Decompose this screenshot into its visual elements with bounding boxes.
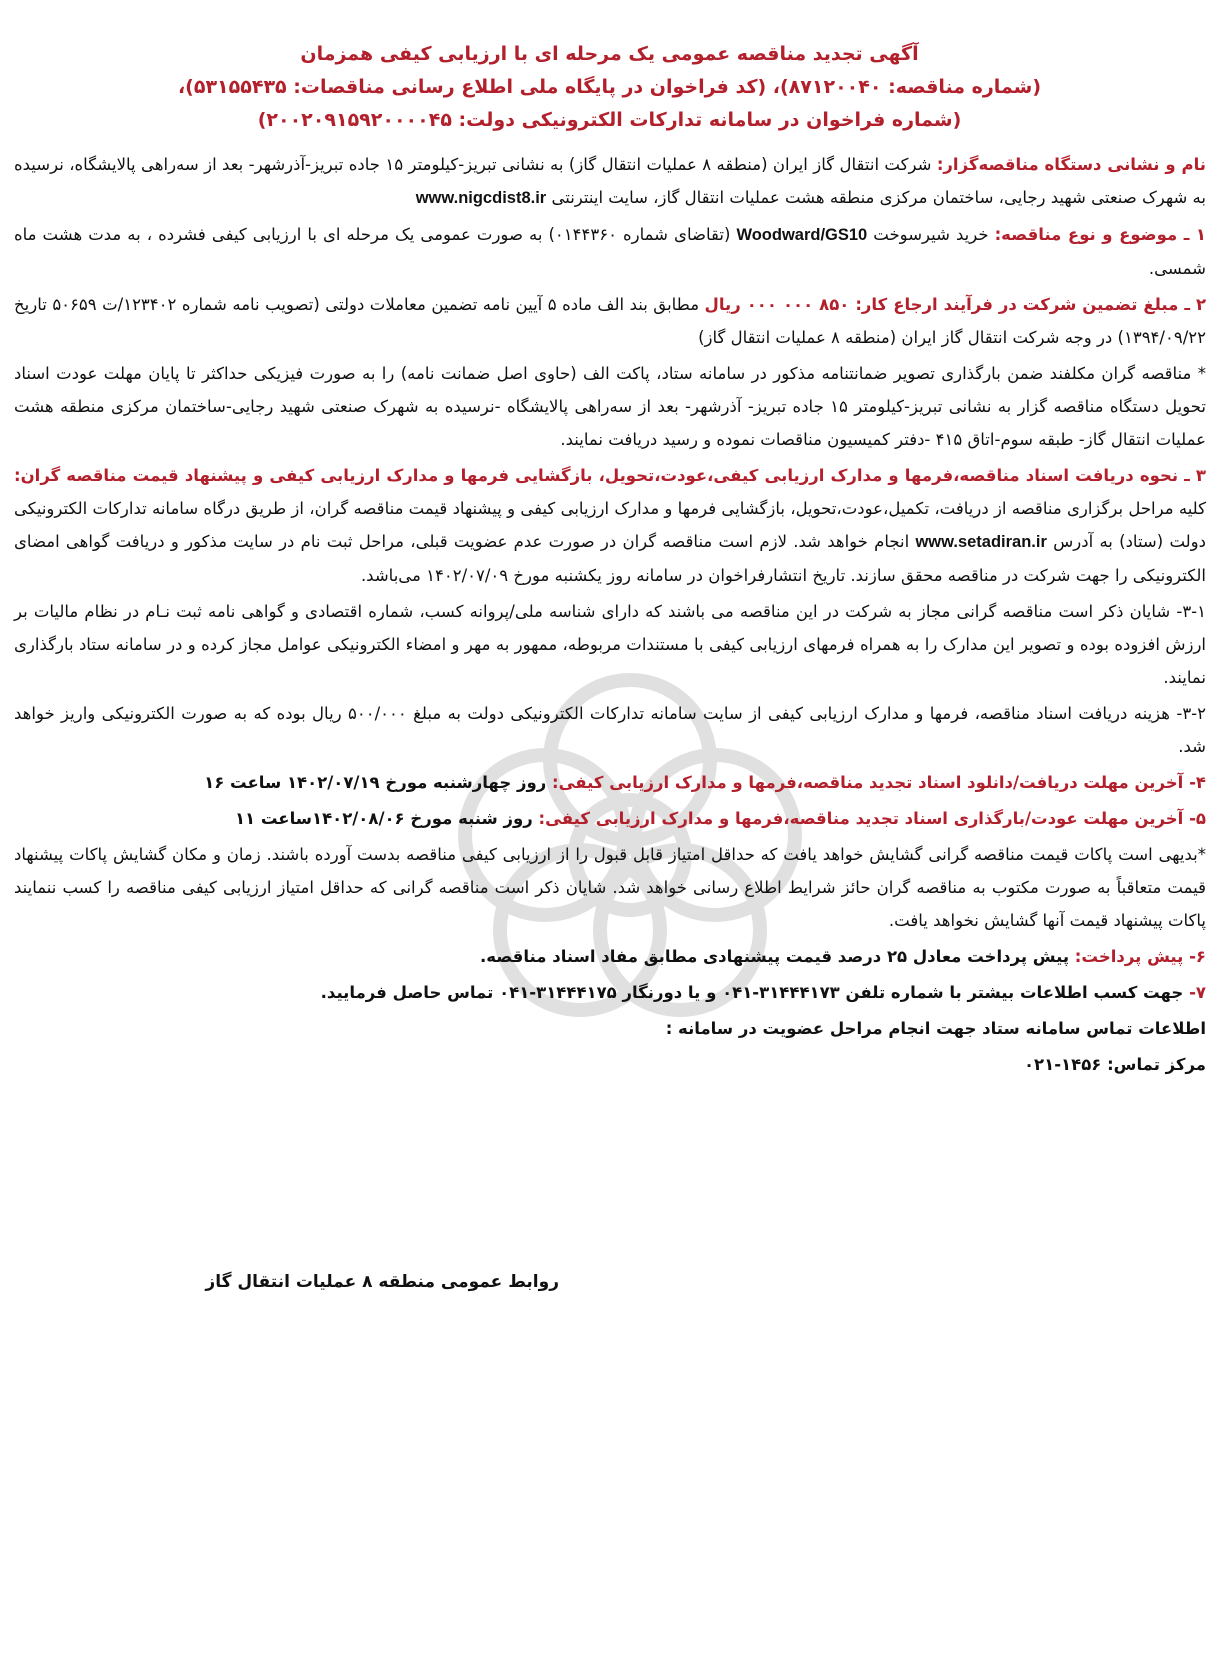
item3-label: ۳ ـ نحوه دریافت اسناد مناقصه،فرمها و مدارک ارزیابی کیفی،عودت،تحویل، بازگشایی فرمها و مدارک ارزیابی کیفی و پیشنهاد قیمت مناقصه گران:	[14, 466, 1206, 485]
org-text: شرکت انتقال گاز ایران (منطقه ۸ عملیات انتقال گاز) به نشانی تبریز-کیلومتر ۱۵ جاده تبریز-آذرشهر- بعد از سه‌راهی پالایشگاه، نرسیده به شهرک صنعتی شهید رجایی، ساختمان مرکزی منطقه هشت عملیات انتقال گاز، سایت اینترنتی	[14, 155, 1206, 207]
announcement-header	[0, 38, 1219, 137]
item4-label: ۴- آخرین مهلت دریافت/دانلود اسناد تجدید مناقصه،فرمها و مدارک ارزیابی کیفی:	[551, 773, 1206, 792]
announcement-title: آگهی تجدید مناقصه عمومی یک مرحله ای با ارزیابی کیفی همزمان	[300, 43, 919, 65]
contact-title: اطلاعات تماس سامانه ستاد جهت انجام مراحل عضویت در سامانه :	[665, 1019, 1206, 1038]
item4-text: روز چهارشنبه مورخ ۱۴۰۲/۰۷/۱۹ ساعت ۱۶	[204, 773, 552, 792]
item2-label: ۲ ـ مبلغ تضمین شرکت در فرآیند ارجاع کار: ۸۵۰ ۰۰۰ ۰۰۰ ریال	[704, 295, 1207, 314]
item3-2-paragraph: ۳-۲- هزینه دریافت اسناد مناقصه، فرمها و مدارک ارزیابی کیفی از سایت سامانه تدارکات الکترونیکی دولت به مبلغ ۵۰۰/۰۰۰ ریال بوده که به صورت الکترونیکی واریز خواهد شد.	[14, 704, 1206, 756]
item1-text-a: خرید شیرسوخت	[867, 225, 995, 244]
signature-line: روابط عمومی منطقه ۸ عملیات انتقال گاز	[205, 1272, 559, 1292]
tender-number-line: (شماره مناقصه: ۸۷۱۲۰۰۴۰)، (کد فراخوان در پایگاه ملی اطلاع رسانی مناقصات: ۵۳۱۵۵۴۳۵)،	[177, 76, 1042, 98]
item2-paragraph	[14, 288, 1206, 354]
setad-website-link[interactable]: www.setadiran.ir	[915, 533, 1047, 551]
item3-paragraph	[14, 459, 1206, 592]
announcement-body	[14, 148, 1206, 1084]
item7-label: ۷-	[1189, 983, 1206, 1002]
item6-label: ۶- پیش پرداخت:	[1074, 947, 1206, 966]
contact-center: مرکز تماس: ۱۴۵۶-۰۲۱	[1023, 1055, 1206, 1074]
item3-text-b: انجام خواهد شد. لازم است مناقصه گران در صورت عدم عضویت قبلی، مراحل ثبت نام در سایت مذکور و دریافت گواهی امضای الکترونیکی را جهت شرکت در مناقصه محقق سازند. تاریخ انتشارفراخوان در سامانه روز یکشنبه مورخ ۱۴۰۲/۰۷/۰۹ می‌باشد.	[14, 532, 1206, 585]
org-paragraph	[14, 148, 1206, 215]
call-number-line: (شماره فراخوان در سامانه تدارکات الکترونیکی دولت: ۲۰۰۲۰۹۱۵۹۲۰۰۰۰۴۵)	[257, 109, 962, 131]
item7-text: جهت کسب اطلاعات بیشتر با شماره تلفن ۳۱۴۴۴۱۷۳-۰۴۱ و یا دورنگار ۳۱۴۴۴۱۷۵-۰۴۱ تماس حاصل فرمایید.	[320, 983, 1190, 1002]
item7-paragraph	[14, 976, 1206, 1009]
item1-product: Woodward/GS10	[736, 226, 868, 244]
item5-paragraph	[14, 802, 1206, 835]
org-website-link[interactable]: www.nigcdist8.ir	[415, 189, 547, 207]
item5-text: روز شنبه مورخ ۱۴۰۲/۰۸/۰۶ساعت ۱۱	[234, 809, 539, 828]
org-label: نام و نشانی دستگاه مناقصه‌گزار:	[936, 155, 1206, 174]
item6-text: پیش پرداخت معادل ۲۵ درصد قیمت پیشنهادی مطابق مفاد اسناد مناقصه.	[480, 947, 1075, 966]
item1-text-b: (تقاضای شماره ۰۱۴۴۳۶۰) به صورت عمومی یک مرحله ای با ارزیابی کیفی فشرده ، به مدت هشت ماه شمسی.	[14, 225, 1206, 278]
note1-paragraph: * مناقصه گران مکلفند ضمن بارگذاری تصویر ضمانتنامه مذکور در سامانه ستاد، پاکت الف (حاوی اصل ضمانت نامه) را به صورت فیزیکی حداکثر تا پایان مهلت عودت اسناد تحویل دستگاه مناقصه گزار به نشانی تبریز-کیلومتر ۱۵ جاده تبریز- آذرشهر- بعد از سه‌راهی پالایشگاه -نرسیده به شهرک صنعتی شهید رجایی-ساختمان مرکزی منطقه هشت عملیات انتقال گاز- طبقه سوم-اتاق ۴۱۵ -دفتر کمیسیون مناقصات نموده و رسید دریافت نمایند.	[14, 364, 1207, 449]
item3-1-paragraph: ۳-۱- شایان ذکر است مناقصه گرانی مجاز به شرکت در این مناقصه می باشند که دارای شناسه ملی/پروانه کسب، شماره اقتصادی و گواهی نامه ثبت نـام در نظام مالیات بر ارزش افزوده بوده و تصویر این مدارک را به همراه فرمهای ارزیابی کیفی با مستندات مربوطه، ممهور به مهر و امضاء الکترونیکی عوامل مجاز کرده و در سامانه ستاد بارگذاری نمایند.	[14, 602, 1206, 687]
item3-text-a: کلیه مراحل برگزاری مناقصه از دریافت، تکمیل،عودت،تحویل، بازگشایی فرمها و مدارک ارزیابی کیفی و پیشنهاد قیمت مناقصه گران، از طریق درگاه سامانه تدارکات الکترونیکی دولت (ستاد) به آدرس	[14, 499, 1206, 551]
item6-paragraph	[14, 940, 1206, 973]
item1-paragraph	[14, 218, 1206, 285]
item5-label: ۵- آخرین مهلت عودت/بارگذاری اسناد تجدید مناقصه،فرمها و مدارک ارزیابی کیفی:	[538, 809, 1206, 828]
item2-text: مطابق بند الف ماده ۵ آیین نامه تضمین معاملات دولتی (تصویب نامه شماره ۱۲۳۴۰۲/ت ۵۰۶۵۹ تاریخ ۱۳۹۴/۰۹/۲۲) در وجه شرکت انتقال گاز ایران (منطقه ۸ عملیات انتقال گاز)	[14, 295, 1206, 347]
note2-paragraph: *بدیهی است پاکات قیمت مناقصه گرانی گشایش خواهد یافت که حداقل امتیاز قابل قبول را از ارزیابی کیفی مناقصه بدست آورده باشند. زمان و مکان گشایش پاکات پیشنهاد قیمت متعاقباً به صورت مکتوب به مناقصه گران حائز شرایط اطلاع رسانی خواهد شد. شایان ذکر است مناقصه گرانی که حداقل امتیاز ارزیابی کیفی مناقصه را کسب ننمایند پاکات پیشنهاد قیمت آنها گشایش نخواهد یافت.	[14, 845, 1206, 930]
item4-paragraph	[14, 766, 1206, 799]
item1-label: ۱ ـ موضوع و نوع مناقصه:	[994, 225, 1206, 244]
